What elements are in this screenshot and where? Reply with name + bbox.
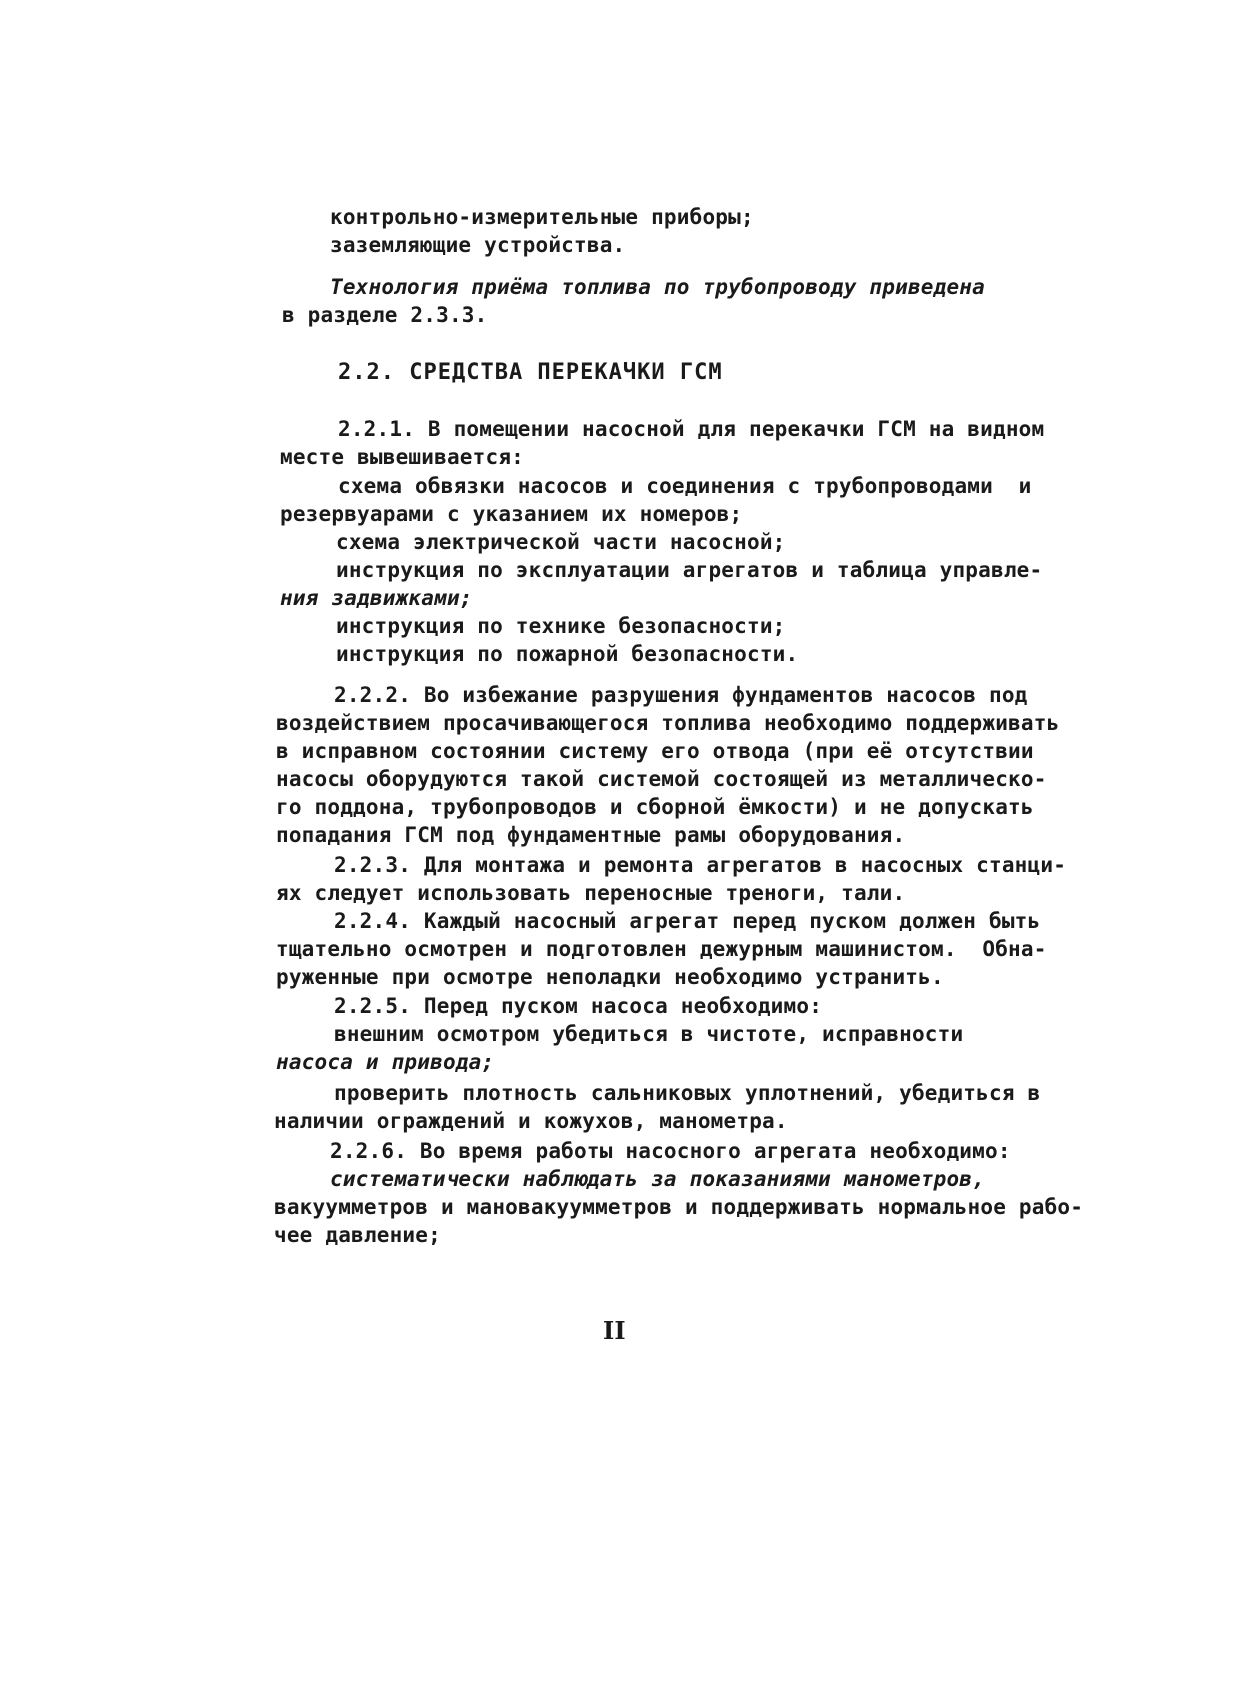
text-line: 2.2.3. Для монтажа и ремонта агрегатов в насосных станци- — [334, 853, 1067, 877]
text-line: руженные при осмотре неполадки необходимо устранить. — [276, 965, 944, 989]
text-line: Технология приёма топлива по трубопроводу приведена — [330, 275, 985, 299]
text-line: го поддона, трубопроводов и сборной ёмкости) и не допускать — [276, 795, 1034, 819]
text-line: заземляющие устройства. — [330, 233, 626, 257]
text-line: тщательно осмотрен и подготовлен дежурным машинистом. Обна- — [276, 937, 1047, 961]
text-line: 2.2.6. Во время работы насосного агрегата необходимо: — [330, 1139, 1011, 1163]
text-line: ях следует использовать переносные треноги, тали. — [276, 881, 906, 905]
text-line: инструкция по технике безопасности; — [336, 614, 786, 638]
text-line: 2.2.5. Перед пуском насоса необходимо: — [334, 994, 823, 1018]
text-line: ния задвижками; — [280, 586, 473, 610]
text-line: попадания ГСМ под фундаментные рамы оборудования. — [276, 823, 906, 847]
text-line: 2.2.2. Во избежание разрушения фундаментов насосов под — [334, 683, 1028, 707]
text-line: наличии ограждений и кожухов, манометра. — [274, 1109, 788, 1133]
text-line: инструкция по эксплуатации агрегатов и таблица управле- — [336, 558, 1043, 582]
text-line: воздействием просачивающегося топлива необходимо поддерживать — [276, 711, 1060, 735]
text-line: резервуарами с указанием их номеров; — [280, 502, 743, 526]
text-line: проверить плотность сальниковых уплотнений, убедиться в — [334, 1081, 1041, 1105]
text-line: насоса и привода; — [276, 1050, 495, 1074]
text-line: вакуумметров и мановакуумметров и поддерживать нормальное рабо- — [274, 1195, 1084, 1219]
text-line: в разделе 2.3.3. — [282, 303, 488, 327]
text-line: месте вывешивается: — [280, 445, 525, 469]
text-line: контрольно-измерительные приборы; — [330, 205, 754, 229]
text-line: систематически наблюдать за показаниями манометров, — [330, 1167, 985, 1191]
text-line: 2.2.4. Каждый насосный агрегат перед пуском должен быть — [334, 909, 1041, 933]
text-line: чее давление; — [274, 1223, 441, 1247]
text-line: схема обвязки насосов и соединения с трубопроводами и — [338, 474, 1032, 498]
text-line: насосы оборудуются такой системой состоящей из металлическо- — [276, 767, 1047, 791]
section-title: 2.2. СРЕДСТВА ПЕРЕКАЧКИ ГСМ — [338, 360, 723, 385]
text-line: 2.2.1. В помещении насосной для перекачки ГСМ на видном — [338, 417, 1045, 441]
text-line: внешним осмотром убедиться в чистоте, исправности — [334, 1022, 964, 1046]
page-number: II — [603, 1316, 626, 1345]
text-line: в исправном состоянии систему его отвода (при её отсутствии — [276, 739, 1034, 763]
text-line: инструкция по пожарной безопасности. — [336, 642, 799, 666]
text-line: схема электрической части насосной; — [336, 530, 786, 554]
